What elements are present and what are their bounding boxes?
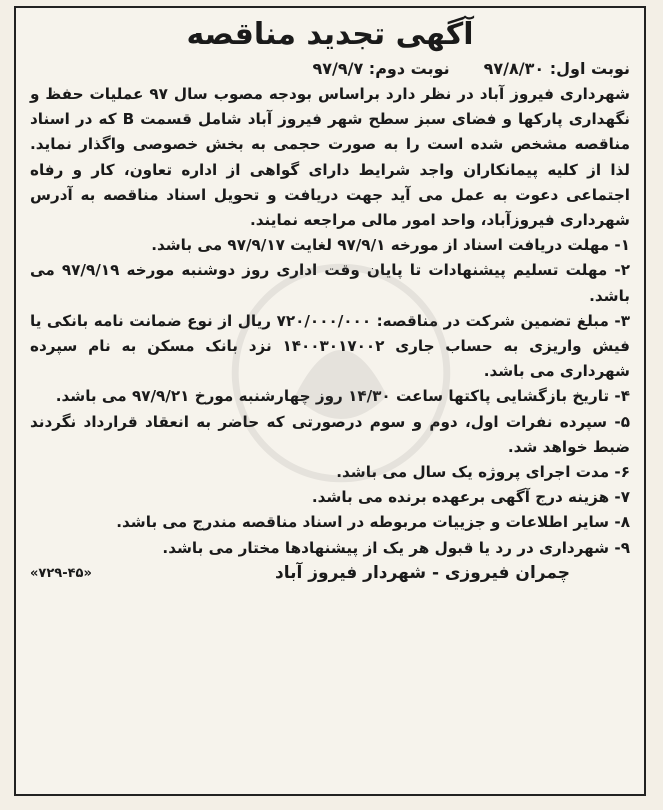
condition-item: ۴- تاریخ بازگشایی پاکتها ساعت ۱۴/۳۰ روز چهارشنبه مورخ ۹۷/۹/۲۱ می باشد. (55, 387, 630, 406)
condition-item: ۱- مهلت دریافت اسناد از مورخه ۹۷/۹/۱ لغایت ۹۷/۹/۱۷ می باشد. (151, 236, 630, 255)
publication-dates (30, 56, 630, 82)
signature: چمران فیروزی - شهردار فیروز آباد (275, 562, 570, 583)
second-turn-date: ۹۷/۹/۷ (312, 59, 364, 78)
condition-item: ۷- هزینه درج آگهی برعهده برنده می باشد. (311, 488, 630, 507)
notice-intro: شهرداری فیروز آباد در نظر دارد براساس بودجه مصوب سال ۹۷ عملیات حفظ و نگهداری پارکها و فضای سبز سطح شهر فیروز آباد شامل قسمت B که در اسناد مناقصه مشخص شده است را به صورت حجمی به بخش خصوصی واگذار نماید. لذا از کلیه پیمانکاران واجد شرایط دارای گواهی از اداره تعاون، کار و رفاه اجتماعی دعوت به عمل می آید جهت دریافت و تحویل اسناد مناقصه به آدرس شهرداری فیروزآباد، واحد امور مالی مراجعه نمایند. (30, 85, 630, 230)
condition-item: ۹- شهرداری در رد یا قبول هر یک از پیشنهادها مختار می باشد. (162, 538, 630, 557)
first-turn-label: نوبت اول: (549, 59, 630, 78)
signature-row (30, 561, 630, 586)
notice-content (16, 8, 644, 586)
condition-item: ۶- مدت اجرای پروژه یک سال می باشد. (336, 463, 630, 482)
first-turn (484, 56, 630, 82)
ad-code: «۷۲۹-۴۵» (30, 565, 92, 581)
notice-frame (14, 6, 646, 796)
notice-title: آگهی تجدید مناقصه (186, 17, 474, 52)
condition-item: ۵- سپرده نفرات اول، دوم و سوم درصورتی که حاضر به انعقاد قرارداد نگردند ضبط خواهد شد. (30, 412, 630, 456)
condition-item: ۸- سایر اطلاعات و جزییات مربوطه در اسناد مناقصه مندرج می باشد. (116, 513, 630, 532)
condition-item: ۳- مبلغ تضمین شرکت در مناقصه: ۷۲۰/۰۰۰/۰۰۰ ریال از نوع ضمانت نامه بانکی یا فیش واریزی به حساب جاری ۱۴۰۰۳۰۱۷۰۰۲ نزد بانک مسکن به نام سپرده شهرداری می باشد. (30, 311, 630, 381)
first-turn-date: ۹۷/۸/۳۰ (483, 59, 545, 78)
condition-item: ۲- مهلت تسلیم پیشنهادات تا پایان وقت اداری روز دوشنبه مورخه ۹۷/۹/۱۹ می باشد. (30, 261, 630, 305)
second-turn (312, 56, 449, 82)
second-turn-label: نوبت دوم: (368, 59, 450, 78)
